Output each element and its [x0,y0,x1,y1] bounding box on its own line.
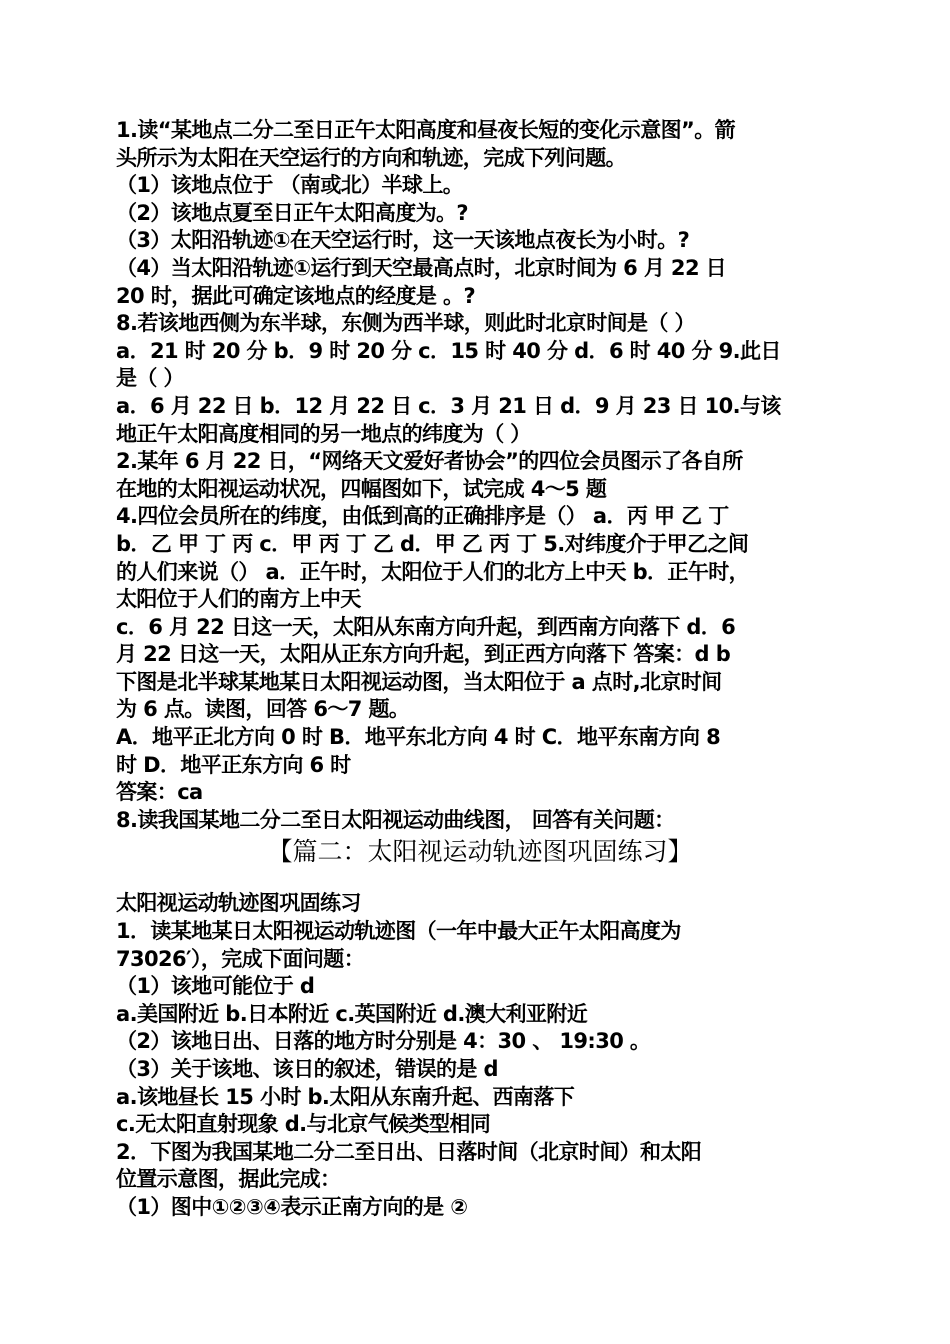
document-page [116,117,844,1222]
text-line: a.该地昼长 15 小时 b.太阳从东南升起、西南落下 [116,1084,575,1109]
text-line: 下图是北半球某地某日太阳视运动图，当太阳位于 a 点时,北京时间 [116,669,722,694]
text-line: b．乙 甲 丁 丙 c．甲 丙 丁 乙 d．甲 乙 丙 丁 5.对纬度介于甲乙之间 [116,531,749,556]
text-line: a.美国附近 b.日本附近 c.英国附近 d.澳大利亚附近 [116,1001,588,1026]
text-line: （4）当太阳沿轨迹①运行到天空最高点时，北京时间为 6 月 22 日 [116,255,727,280]
text-line: （2）该地点夏至日正午太阳高度为。? [116,200,468,225]
text-line: 在地的太阳视运动状况，四幅图如下，试完成 4～5 题 [116,476,607,501]
text-line: 地正午太阳高度相同的另一地点的纬度为（ ） [116,421,531,446]
text-line: c．6 月 22 日这一天，太阳从东南方向升起，到西南方向落下 d．6 [116,614,736,639]
text-line: 位置示意图，据此完成： [116,1167,341,1192]
text-line: 1．读某地某日太阳视运动轨迹图（一年中最大正午太阳高度为 [116,919,681,944]
text-line: 1.读“某地点二分二至日正午太阳高度和昼夜长短的变化示意图”。箭 [116,118,735,142]
text-line: 为 6 点。读图，回答 6～7 题。 [116,697,410,722]
text-line: 的人们来说（） a．正午时，太阳位于人们的北方上中天 b．正午时， [116,559,750,584]
text-line: 73026′），完成下面问题： [116,946,365,971]
text-line: 4.四位会员所在的纬度，由低到高的正确排序是（） a．丙 甲 乙 丁 [116,504,729,529]
text-line: （1）该地点位于 （南或北）半球上。 [116,173,464,198]
text-line: 答案：ca [116,780,203,805]
text-line: 太阳视运动轨迹图巩固练习 [116,891,361,916]
text-line: A．地平正北方向 0 时 B．地平东北方向 4 时 C．地平东南方向 8 [116,725,721,750]
text-line: （3）太阳沿轨迹①在天空运行时，这一天该地点夜长为小时。? [116,228,690,253]
text-line: 太阳位于人们的南方上中天 [116,587,361,612]
text-line: a．6 月 22 日 b．12 月 22 日 c．3 月 21 日 d．9 月 23 日 10.与该 [116,393,781,418]
text-line: 2.某年 6 月 22 日，“网络天文爱好者协会”的四位会员图示了各自所 [116,449,743,474]
text-line: （3）关于该地、该日的叙述，错误的是 d [116,1057,498,1081]
text-line: 2．下图为我国某地二分二至日出、日落时间（北京时间）和太阳 [116,1139,702,1164]
text-line: 月 22 日这一天，太阳从正东方向升起，到正西方向落下 答案：d b [116,642,731,667]
text-line: 20 时，据此可确定该地点的经度是 。? [116,283,476,308]
part-one-text [116,117,844,834]
text-line: 时 D．地平正东方向 6 时 [116,752,351,777]
section-heading: 【篇二：太阳视运动轨迹图巩固练习】 [267,837,693,867]
text-line: 8.读我国某地二分二至日太阳视运动曲线图， 回答有关问题： [116,807,675,832]
text-line: （1）该地可能位于 d [116,974,315,999]
text-line: c.无太阳直射现象 d.与北京气候类型相同 [116,1112,491,1137]
text-line: （1）图中①②③④表示正南方向的是 ② [116,1194,468,1219]
text-line: a．21 时 20 分 b．9 时 20 分 c．15 时 40 分 d．6 时 40 分 9.此日 [116,338,781,363]
text-line: 是（ ） [116,366,184,391]
text-line: 8.若该地西侧为东半球，东侧为西半球，则此时北京时间是（ ） [116,311,695,336]
text-line: 头所示为太阳在天空运行的方向和轨迹，完成下列问题。 [116,145,626,170]
text-line: （2）该地日出、日落的地方时分别是 4：30 、 19:30 。 [116,1029,651,1054]
part-two-text [116,890,844,1221]
